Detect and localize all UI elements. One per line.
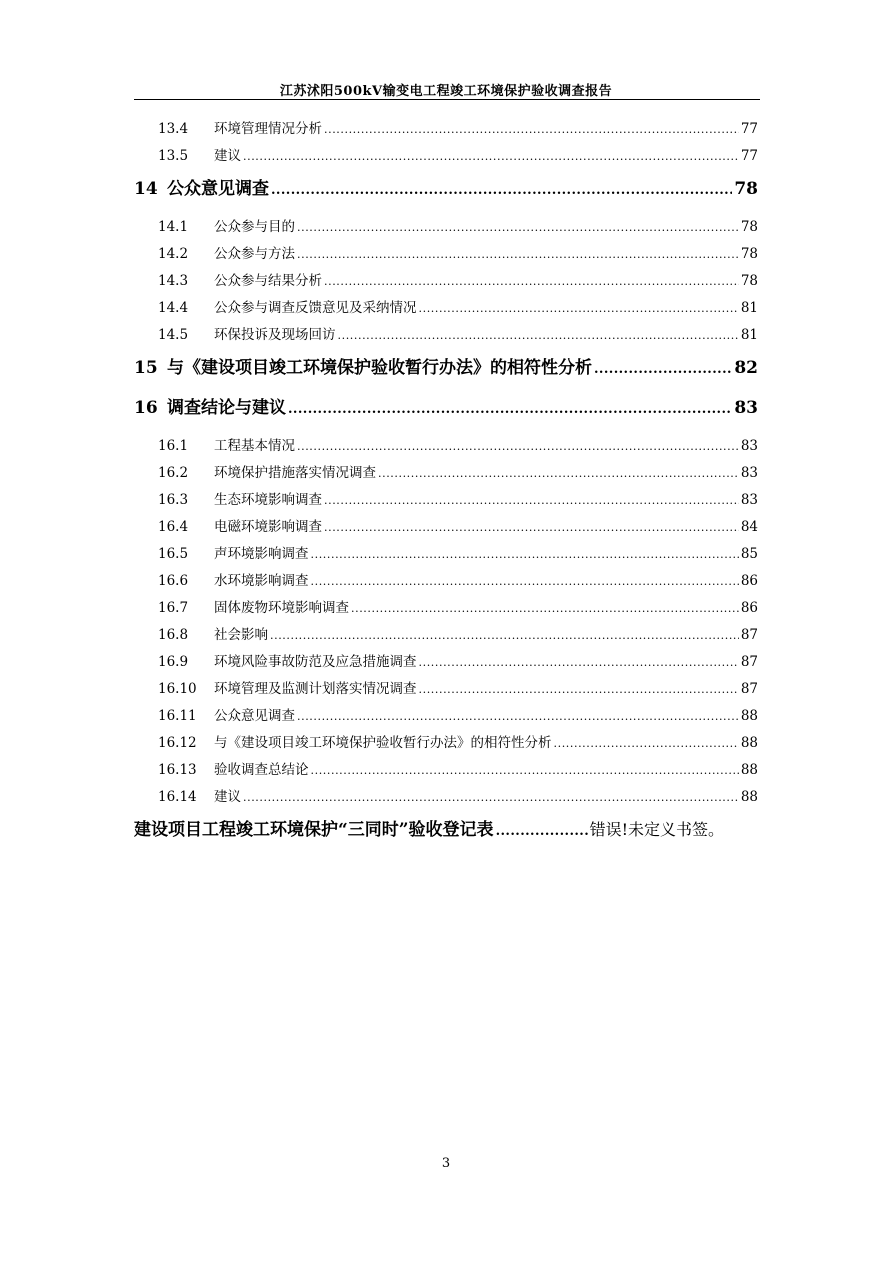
toc-entry-number: 16.8	[158, 627, 189, 643]
toc-entry-number: 16.3	[158, 492, 189, 508]
toc-entry-number: 16.9	[158, 654, 189, 670]
toc-entry-title: 建议	[214, 148, 241, 164]
toc-entry-page: 83	[734, 398, 758, 418]
toc-entry-page: 86	[740, 573, 758, 589]
toc-leader-dots	[338, 329, 739, 342]
toc-entry-title: 公众参与调查反馈意见及采纳情况	[214, 300, 417, 316]
toc-leader-dots	[271, 183, 732, 198]
toc-entry-number: 16.12	[158, 735, 197, 751]
toc-entry-number: 14.3	[158, 273, 189, 289]
page-number: 3	[441, 1156, 451, 1171]
toc-entry-page: 87	[740, 681, 758, 697]
toc-entry-title: 声环境影响调查	[214, 546, 309, 562]
toc-entry[interactable]	[158, 623, 758, 643]
toc-entry[interactable]	[158, 461, 758, 481]
toc-entry[interactable]	[158, 144, 758, 164]
toc-leader-dots	[297, 248, 739, 261]
toc-chapter-entry[interactable]	[134, 174, 758, 199]
toc-entry-title: 固体废物环境影响调查	[214, 600, 349, 616]
toc-entry-page: 83	[740, 492, 758, 508]
toc-entry-page: 88	[740, 762, 758, 778]
toc-entry-title: 公众参与结果分析	[214, 273, 322, 289]
toc-entry-number: 13.4	[158, 121, 189, 137]
toc-leader-dots	[297, 221, 739, 234]
toc-entry[interactable]	[158, 785, 758, 805]
toc-entry[interactable]	[158, 296, 758, 316]
toc-entry-title: 环境风险事故防范及应急措施调查	[214, 654, 417, 670]
toc-leader-dots	[554, 737, 739, 750]
toc-entry[interactable]	[158, 758, 758, 778]
toc-entry-page: 77	[740, 148, 758, 164]
toc-entry-page: 83	[740, 465, 758, 481]
toc-entry-title: 建设项目工程竣工环境保护“三同时”验收登记表	[134, 820, 494, 840]
toc-entry-page: 78	[740, 273, 758, 289]
toc-entry-title: 与《建设项目竣工环境保护验收暂行办法》的相符性分析	[167, 358, 592, 378]
toc-entry-page: 87	[740, 627, 758, 643]
toc-entry[interactable]	[158, 569, 758, 589]
toc-entry-title: 公众意见调查	[214, 708, 295, 724]
toc-entry[interactable]	[158, 488, 758, 508]
toc-entry-number: 16.14	[158, 789, 197, 805]
toc-entry-title: 建议	[214, 789, 241, 805]
toc-entry-number: 16.1	[158, 438, 189, 454]
toc-entry-number: 16.5	[158, 546, 189, 562]
toc-leader-dots	[311, 548, 739, 561]
toc-entry-number: 14.5	[158, 327, 189, 343]
toc-entry[interactable]	[158, 596, 758, 616]
toc-entry-number: 16.11	[158, 708, 197, 724]
toc-entry-page: 81	[740, 300, 758, 316]
toc-leader-dots	[297, 440, 739, 453]
toc-leader-dots	[324, 275, 739, 288]
toc-leader-dots	[594, 362, 732, 377]
toc-entry-number: 14.2	[158, 246, 189, 262]
toc-leader-dots	[243, 791, 739, 804]
toc-entry-title: 公众意见调查	[167, 179, 269, 199]
toc-entry-number: 14.1	[158, 219, 189, 235]
toc-leader-dots	[324, 494, 739, 507]
toc-entry[interactable]	[158, 434, 758, 454]
toc-entry-title: 公众参与目的	[214, 219, 295, 235]
toc-entry-number: 16.2	[158, 465, 189, 481]
toc-entry-title: 生态环境影响调查	[214, 492, 322, 508]
toc-entry-number: 16	[134, 398, 158, 418]
running-header-title: 江苏沭阳500kV输变电工程竣工环境保护验收调查报告	[279, 84, 613, 99]
toc-leader-dots	[324, 521, 739, 534]
toc-entry[interactable]	[158, 650, 758, 670]
toc-entry-page: 84	[740, 519, 758, 535]
toc-leader-dots	[270, 629, 739, 642]
toc-entry-page: 87	[740, 654, 758, 670]
toc-entry-title: 公众参与方法	[214, 246, 295, 262]
toc-leader-dots	[311, 764, 739, 777]
toc-entry-number: 16.4	[158, 519, 189, 535]
toc-entry-title: 环境管理情况分析	[214, 121, 322, 137]
toc-entry-page: 88	[740, 789, 758, 805]
toc-leader-dots	[288, 402, 732, 417]
toc-entry-title: 调查结论与建议	[167, 398, 286, 418]
toc-leader-dots	[243, 150, 739, 163]
toc-entry-page: 78	[740, 219, 758, 235]
toc-entry[interactable]	[158, 323, 758, 343]
toc-chapter-entry[interactable]	[134, 353, 758, 378]
toc-leader-dots	[351, 602, 739, 615]
toc-entry-title: 环境管理及监测计划落实情况调查	[214, 681, 417, 697]
toc-entry-number: 16.7	[158, 600, 189, 616]
toc-entry[interactable]	[158, 242, 758, 262]
toc-entry-title: 水环境影响调查	[214, 573, 309, 589]
toc-leader-dots	[419, 656, 739, 669]
toc-entry-number: 14	[134, 179, 158, 199]
toc-entry[interactable]	[158, 704, 758, 724]
toc-leader-dots	[324, 123, 739, 136]
toc-entry-page: 85	[740, 546, 758, 562]
header-divider	[134, 99, 760, 100]
toc-leader-dots	[496, 824, 588, 839]
toc-appendix-entry[interactable]	[134, 815, 760, 840]
toc-entry[interactable]	[158, 117, 758, 137]
toc-entry-page: 77	[740, 121, 758, 137]
toc-entry[interactable]	[158, 215, 758, 235]
toc-leader-dots	[419, 302, 739, 315]
toc-leader-dots	[311, 575, 739, 588]
toc-entry-title: 与《建设项目竣工环境保护验收暂行办法》的相符性分析	[214, 735, 552, 751]
toc-entry[interactable]	[158, 731, 758, 751]
toc-entry[interactable]	[158, 269, 758, 289]
toc-entry-title: 验收调查总结论	[214, 762, 309, 778]
toc-entry-page: 83	[740, 438, 758, 454]
toc-entry-page: 86	[740, 600, 758, 616]
toc-entry-page: 82	[734, 358, 758, 378]
toc-entry-number: 15	[134, 358, 158, 378]
toc-entry-title: 工程基本情况	[214, 438, 295, 454]
toc-entry[interactable]	[158, 677, 758, 697]
toc-entry-title: 电磁环境影响调查	[214, 519, 322, 535]
toc-entry-page: 88	[740, 708, 758, 724]
toc-leader-dots	[419, 683, 739, 696]
toc-entry-title: 社会影响	[214, 627, 268, 643]
toc-entry-page: 错误!未定义书签。	[589, 820, 724, 839]
toc-leader-dots	[297, 710, 739, 723]
toc-entry-page: 78	[734, 179, 758, 199]
toc-leader-dots	[378, 467, 739, 480]
toc-entry-title: 环境保护措施落实情况调查	[214, 465, 376, 481]
toc-entry-number: 16.6	[158, 573, 189, 589]
toc-chapter-entry[interactable]	[134, 393, 758, 418]
toc-entry-page: 78	[740, 246, 758, 262]
toc-entry-page: 88	[740, 735, 758, 751]
toc-entry-number: 16.13	[158, 762, 197, 778]
toc-entry-number: 16.10	[158, 681, 197, 697]
toc-entry[interactable]	[158, 515, 758, 535]
toc-entry[interactable]	[158, 542, 758, 562]
toc-entry-page: 81	[740, 327, 758, 343]
toc-entry-number: 13.5	[158, 148, 189, 164]
toc-entry-title: 环保投诉及现场回访	[214, 327, 336, 343]
toc-entry-number: 14.4	[158, 300, 189, 316]
